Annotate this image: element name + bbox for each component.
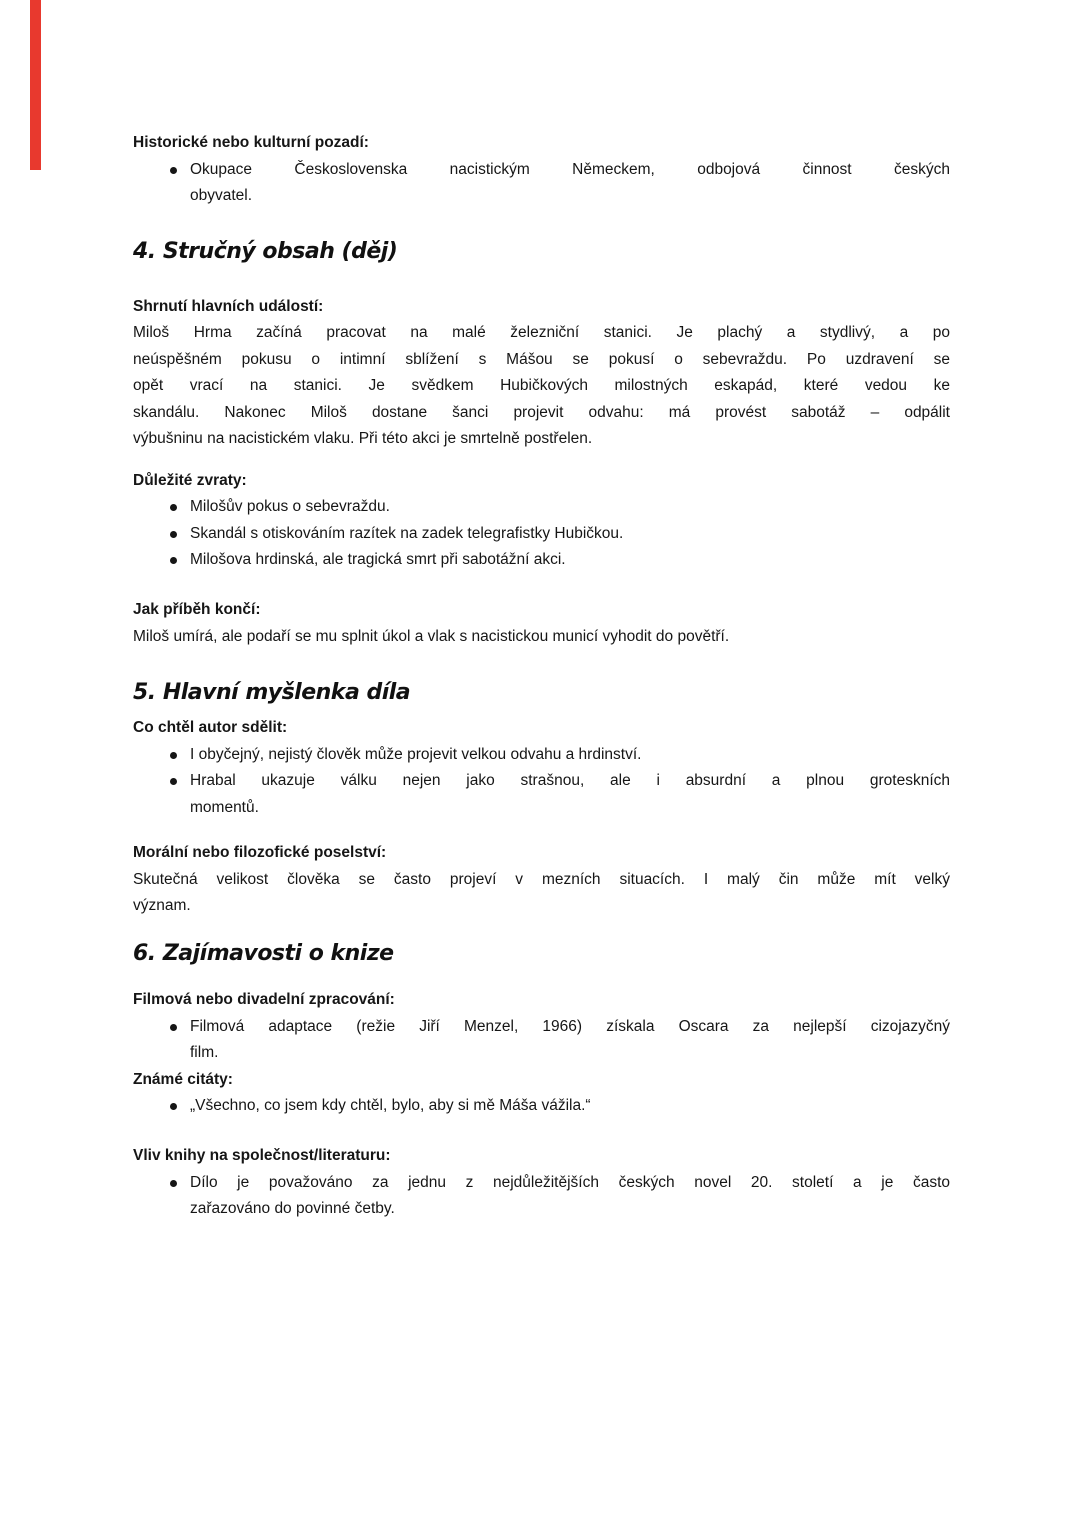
list-item-line: Okupace Československa nacistickým Německem, odbojová činnost českých: [190, 160, 950, 178]
paragraph-line: skandálu. Nakonec Miloš dostane šanci projevit odvahu: má provést sabotáž – odpálit: [133, 403, 950, 421]
label-quotes: Známé citáty:: [133, 1070, 233, 1088]
list-item-line: Dílo je považováno za jednu z nejdůležitějších českých novel 20. století a je často: [190, 1173, 950, 1191]
bullet-icon: [170, 531, 177, 538]
list-item-line: „Všechno, co jsem kdy chtěl, bylo, aby si mě Máša vážila.“: [190, 1097, 591, 1114]
list-item: [133, 521, 950, 548]
list-item: [133, 547, 950, 574]
ending-text: Miloš umírá, ale podaří se mu splnit úkol a vlak s nacistickou municí vyhodit do povětří.: [133, 627, 730, 645]
list-item: [133, 157, 950, 210]
paragraph-line: význam.: [133, 897, 191, 914]
section-heading-4: 4. Stručný obsah (děj): [133, 238, 398, 264]
list-item: [133, 742, 950, 769]
label-twists: Důležité zvraty:: [133, 471, 247, 489]
bullet-icon: [170, 752, 177, 759]
list-item-line: film.: [190, 1044, 219, 1061]
list-item-line: Milošův pokus o sebevraždu.: [190, 498, 390, 515]
label-author-message: Co chtěl autor sdělit:: [133, 719, 288, 736]
label-moral: Morální nebo filozofické poselství:: [133, 844, 387, 861]
summary-paragraph: [133, 320, 950, 453]
list-item-line: Milošova hrdinská, ale tragická smrt při sabotážní akci.: [190, 551, 566, 568]
label-influence: Vliv knihy na společnost/literaturu:: [133, 1147, 391, 1164]
bullet-icon: [170, 1024, 177, 1031]
bullet-icon: [170, 1103, 177, 1110]
label-summary: Shrnutí hlavních událostí:: [133, 297, 324, 315]
paragraph-line: Skutečná velikost člověka se často projeví v mezních situacích. I malý čin může mít velký: [133, 870, 950, 888]
bullet-icon: [170, 557, 177, 564]
red-margin-marker: [30, 0, 41, 170]
list-item: [133, 768, 950, 821]
paragraph-line: Miloš Hrma začíná pracovat na malé železniční stanici. Je plachý a stydlivý, a po: [133, 324, 950, 341]
list-item-line: momentů.: [190, 798, 259, 816]
label-historical-background: Historické nebo kulturní pozadí:: [133, 134, 369, 151]
list-item-line: obyvatel.: [190, 187, 253, 204]
list-item-line: Skandál s otiskováním razítek na zadek telegrafistky Hubičkou.: [190, 524, 624, 542]
label-film-adaptations: Filmová nebo divadelní zpracování:: [133, 991, 395, 1008]
bullet-icon: [170, 778, 177, 785]
list-item-line: I obyčejný, nejistý člověk může projevit velkou odvahu a hrdinství.: [190, 745, 642, 763]
label-ending: Jak příběh končí:: [133, 601, 261, 618]
paragraph-line: neúspěšném pokusu o intimní sblížení s Mášou se pokusí o sebevraždu. Po uzdravení se: [133, 350, 950, 368]
section-heading-5: 5. Hlavní myšlenka díla: [133, 680, 411, 705]
list-item: [133, 1170, 950, 1223]
bullet-icon: [170, 1180, 177, 1187]
list-item-line: Filmová adaptace (režie Jiří Menzel, 1966) získala Oscara za nejlepší cizojazyčný: [190, 1017, 950, 1035]
list-item-line: zařazováno do povinné četby.: [190, 1200, 395, 1217]
list-item: [133, 1014, 950, 1067]
section-heading-6: 6. Zajímavosti o knize: [133, 941, 394, 966]
list-item: [133, 494, 950, 521]
bullet-icon: [170, 167, 177, 174]
list-item-line: Hrabal ukazuje válku nejen jako strašnou, ale i absurdní a plnou groteskních: [190, 772, 950, 789]
bullet-icon: [170, 504, 177, 511]
paragraph-line: opět vrací na stanici. Je svědkem Hubičkových milostných eskapád, které vedou ke: [133, 377, 950, 394]
list-item: [133, 1093, 950, 1120]
moral-paragraph: [133, 867, 950, 920]
document-content: [133, 0, 950, 1223]
paragraph-line: výbušninu na nacistickém vlaku. Při této akci je smrtelně postřelen.: [133, 430, 593, 447]
